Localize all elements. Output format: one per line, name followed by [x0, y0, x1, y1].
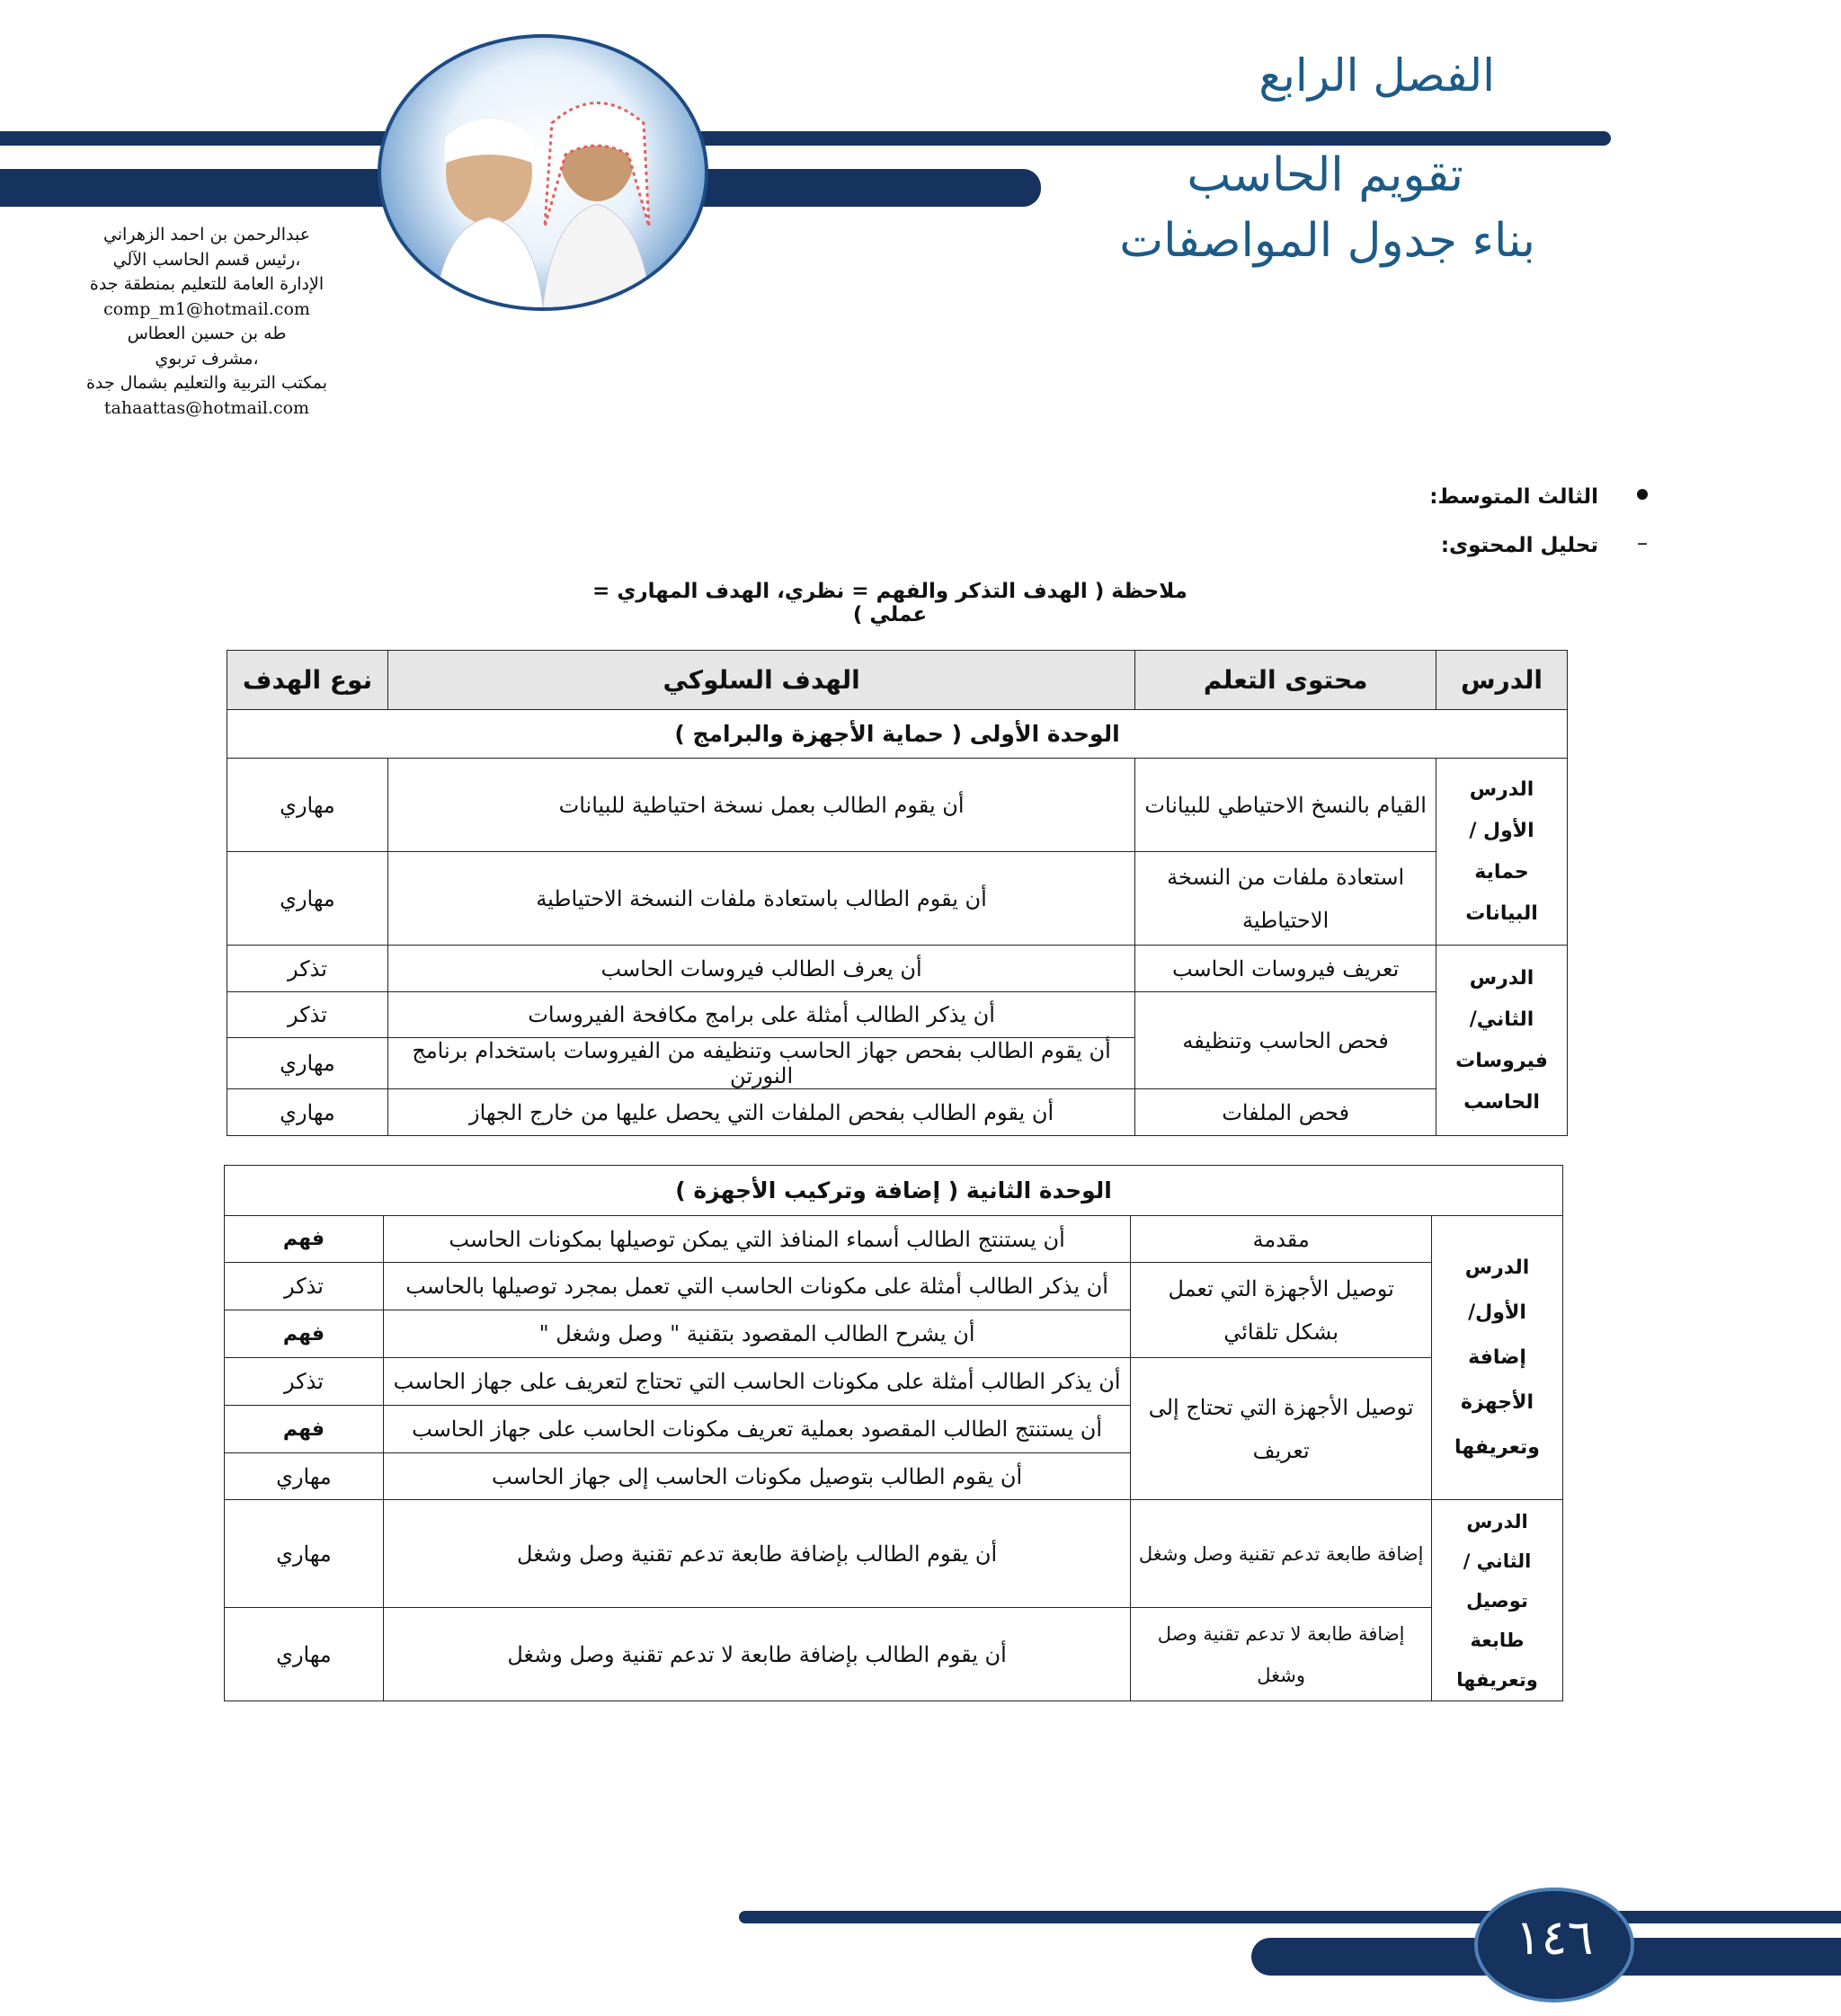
page-title-line1: تقويم الحاسب: [1187, 148, 1463, 202]
author-line: رئيس قسم الحاسب الآلي،: [112, 249, 301, 270]
page-number: ١٤٦: [1515, 1909, 1594, 1966]
objective-cell: أن يستنتج الطالب أسماء المنافذ التي يمكن توصيلها بمكونات الحاسب: [383, 1216, 1130, 1263]
objective-cell: أن يقوم الطالب بتوصيل مكونات الحاسب إلى جهاز الحاسب: [383, 1453, 1130, 1500]
table-row: [227, 759, 1568, 852]
type-cell: مهاري: [225, 1608, 384, 1701]
page-title-line2: بناء جدول المواصفات: [1119, 214, 1535, 268]
unit-row: [227, 710, 1568, 759]
portrait-illustration: [381, 38, 705, 307]
type-cell: تذكر: [225, 1263, 384, 1310]
header-type: نوع الهدف: [227, 651, 388, 710]
table-row: [225, 1608, 1563, 1701]
objective-cell: أن يقوم الطالب بإضافة طابعة تدعم تقنية وصل وشغل: [383, 1500, 1130, 1608]
type-cell: فهم: [225, 1406, 384, 1453]
table-row: [227, 992, 1568, 1038]
header-objective: الهدف السلوكي: [387, 651, 1134, 710]
type-cell: تذكر: [227, 992, 388, 1038]
lesson-cell: الدرس الثاني / توصيل طابعة وتعريفها: [1432, 1500, 1563, 1701]
authors-photo: [378, 34, 708, 311]
header-lesson: الدرس: [1436, 651, 1568, 710]
authors-block: [72, 223, 342, 421]
objective-cell: أن يقوم الطالب باستعادة ملفات النسخة الاحتياطية: [387, 852, 1134, 946]
lesson-cell: الدرس الأول/ إضافة الأجهزة وتعريفها: [1432, 1216, 1563, 1500]
table-row: [227, 852, 1568, 946]
analysis-heading: تحليل المحتوى:: [1440, 534, 1598, 557]
lesson-cell: الدرس الثاني/ فيروسات الحاسب: [1436, 946, 1568, 1136]
bullet-icon: [1637, 489, 1648, 500]
objective-cell: أن يستنتج الطالب المقصود بعملية تعريف مكونات الحاسب على جهاز الحاسب: [383, 1406, 1130, 1453]
footer-band-top: [739, 1911, 1841, 1923]
author-line: الإدارة العامة للتعليم بمنطقة جدة: [89, 274, 325, 294]
content-cell: مقدمة: [1131, 1216, 1432, 1263]
type-cell: فهم: [225, 1216, 384, 1263]
content-cell: القيام بالنسخ الاحتياطي للبيانات: [1135, 759, 1436, 852]
note-text: ملاحظة ( الهدف التذكر والفهم = نظري، الهدف المهاري = عملي ): [592, 580, 1187, 626]
objective-cell: أن يعرف الطالب فيروسات الحاسب: [387, 946, 1134, 992]
table-row: [225, 1358, 1563, 1406]
objective-cell: أن يشرح الطالب المقصود بتقنية " وصل وشغل ": [383, 1310, 1130, 1358]
dash-icon: –: [1637, 530, 1648, 555]
type-cell: مهاري: [227, 852, 388, 946]
objective-cell: أن يذكر الطالب أمثلة على مكونات الحاسب التي تعمل بمجرد توصيلها بالحاسب: [383, 1263, 1130, 1310]
unit-title: الوحدة الثانية ( إضافة وتركيب الأجهزة ): [225, 1166, 1563, 1216]
author-email: tahaattas@hotmail.com: [103, 397, 310, 418]
type-cell: فهم: [225, 1310, 384, 1358]
author-line: بمكتب التربية والتعليم بشمال جدة: [85, 373, 328, 393]
type-cell: مهاري: [227, 759, 388, 852]
table-row: [227, 946, 1568, 992]
grade-heading: الثالث المتوسط:: [1429, 485, 1598, 509]
type-cell: مهاري: [227, 1038, 388, 1089]
author-email: comp_m1@hotmail.com: [103, 298, 310, 319]
content-cell: توصيل الأجهزة التي تحتاج إلى تعريف: [1131, 1358, 1432, 1500]
spec-table-unit2: [224, 1165, 1563, 1701]
content-cell: توصيل الأجهزة التي تعمل بشكل تلقائي: [1131, 1263, 1432, 1358]
content-cell: استعادة ملفات من النسخة الاحتياطية: [1135, 852, 1436, 946]
table-row: [225, 1216, 1563, 1263]
spec-table-unit1: [227, 650, 1568, 1136]
header-band-top: [0, 131, 1611, 146]
type-cell: مهاري: [225, 1500, 384, 1608]
table-row: [225, 1263, 1563, 1310]
content-cell: إضافة طابعة لا تدعم تقنية وصل وشغل: [1131, 1608, 1432, 1701]
content-cell: فحص الملفات: [1135, 1089, 1436, 1136]
content-cell: إضافة طابعة تدعم تقنية وصل وشغل: [1131, 1500, 1432, 1608]
objective-cell: أن يقوم الطالب بإضافة طابعة لا تدعم تقنية وصل وشغل: [383, 1608, 1130, 1701]
type-cell: تذكر: [225, 1358, 384, 1406]
objective-cell: أن يقوم الطالب بفحص الملفات التي يحصل عليها من خارج الجهاز: [387, 1089, 1134, 1136]
unit-row: [225, 1166, 1563, 1216]
lesson-cell: الدرس الأول / حماية البيانات: [1436, 759, 1568, 946]
objective-cell: أن يذكر الطالب أمثلة على مكونات الحاسب التي تحتاج لتعريف على جهاز الحاسب: [383, 1358, 1130, 1406]
type-cell: مهاري: [227, 1089, 388, 1136]
type-cell: مهاري: [225, 1453, 384, 1500]
objective-cell: أن يقوم الطالب بعمل نسخة احتياطية للبيانات: [387, 759, 1134, 852]
author-line: طه بن حسين العطاس: [127, 324, 287, 343]
unit-title: الوحدة الأولى ( حماية الأجهزة والبرامج ): [227, 710, 1568, 759]
table-row: [225, 1500, 1563, 1608]
content-cell: فحص الحاسب وتنظيفه: [1135, 992, 1436, 1089]
objective-cell: أن يذكر الطالب أمثلة على برامج مكافحة الفيروسات: [387, 992, 1134, 1038]
author-line: عبدالرحمن بن احمد الزهراني: [102, 225, 311, 244]
content-cell: تعريف فيروسات الحاسب: [1135, 946, 1436, 992]
table-header-row: [227, 651, 1568, 710]
objective-cell: أن يقوم الطالب بفحص جهاز الحاسب وتنظيفه من الفيروسات باستخدام برنامج النورتن: [387, 1038, 1134, 1089]
author-line: مشرف تربوي،: [155, 348, 259, 369]
chapter-title: الفصل الرابع: [1258, 49, 1495, 102]
type-cell: تذكر: [227, 946, 388, 992]
header-content: محتوى التعلم: [1135, 651, 1436, 710]
table-row: [227, 1089, 1568, 1136]
